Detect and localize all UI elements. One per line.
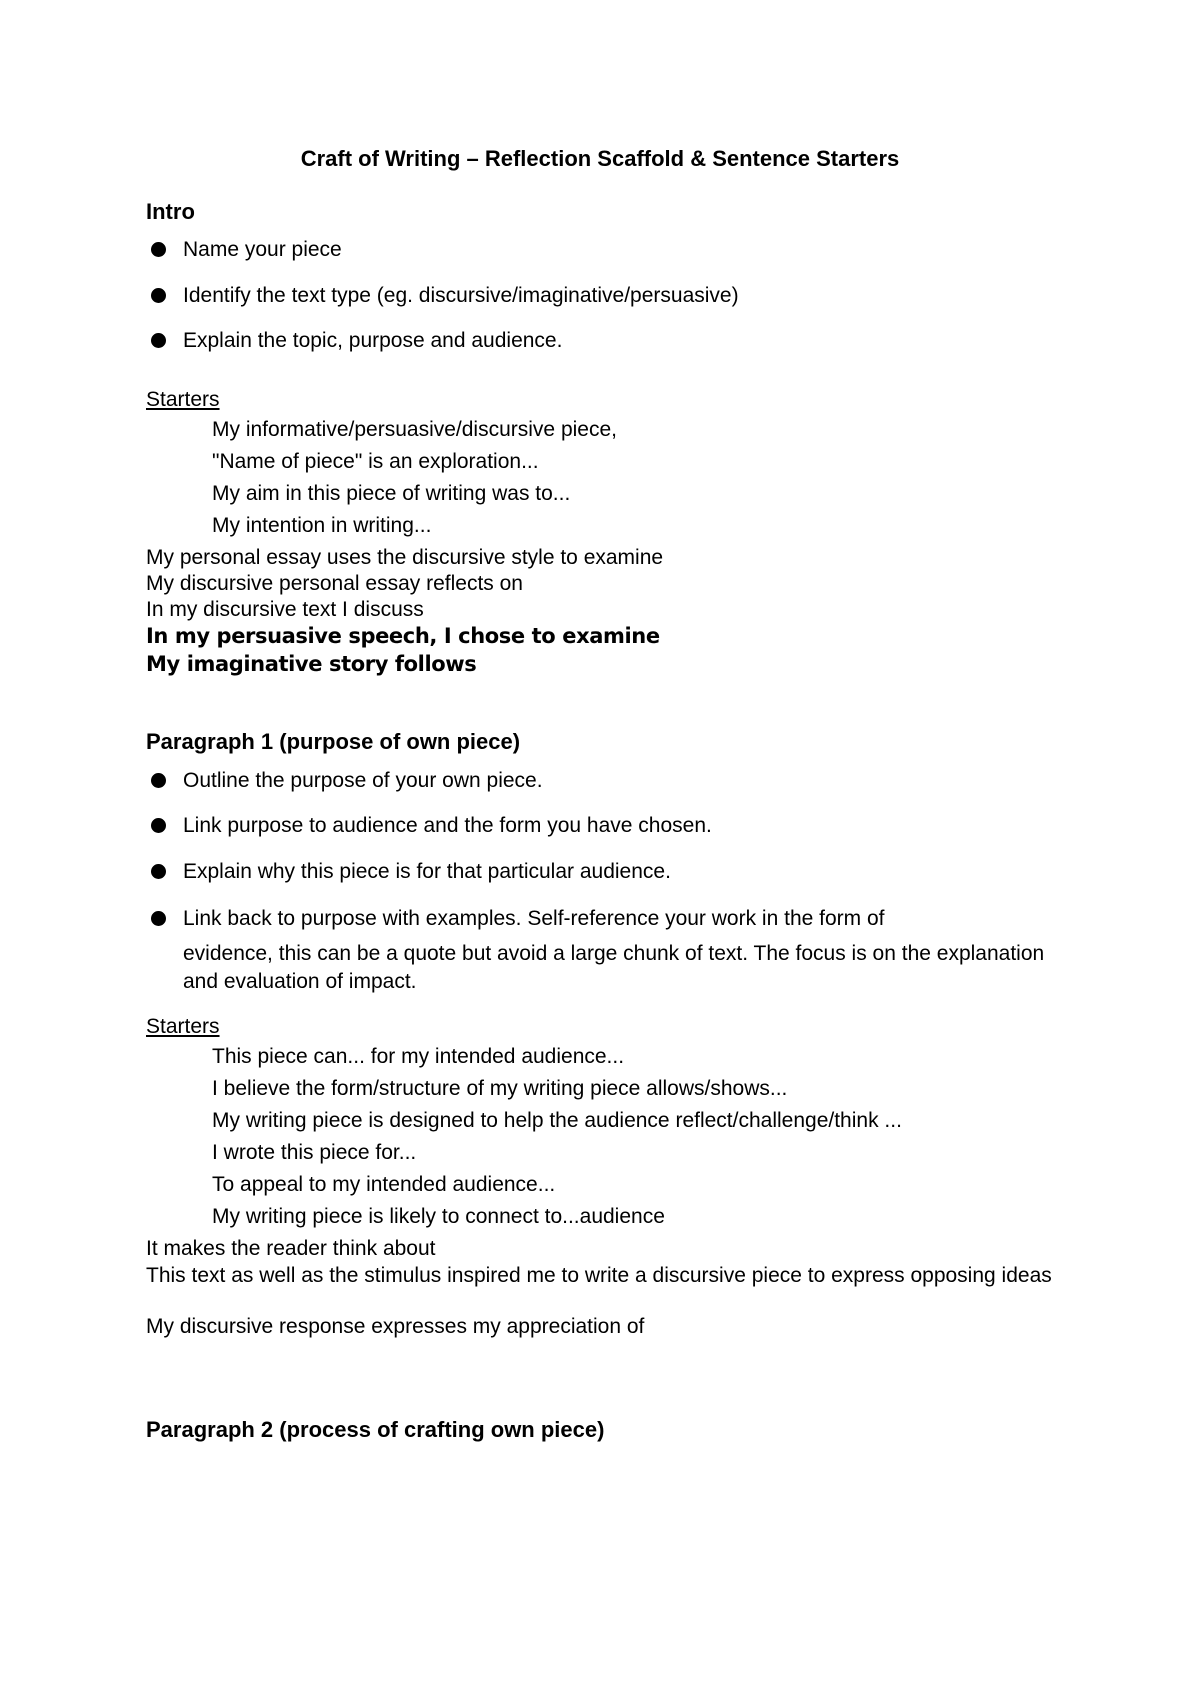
bullet-dot-icon <box>151 818 166 833</box>
bullet-text: Name your piece <box>183 238 342 261</box>
starter-bold-line: My imaginative story follows <box>146 652 477 676</box>
starter-line: My aim in this piece of writing was to... <box>212 482 571 505</box>
bullet-dot-icon <box>151 288 166 303</box>
bullet-text: Link purpose to audience and the form you have chosen. <box>183 814 712 837</box>
starter-line: My intention in writing... <box>212 514 432 537</box>
bullet-text: Identify the text type (eg. discursive/imaginative/persuasive) <box>183 284 739 307</box>
bullet-text: Explain why this piece is for that particular audience. <box>183 860 671 883</box>
intro-bullet <box>146 236 1066 264</box>
starter-extra-line: It makes the reader think about <box>146 1237 436 1260</box>
starter-extra-line: My discursive personal essay reflects on <box>146 572 523 595</box>
page-title: Craft of Writing – Reflection Scaffold & Sentence Starters <box>300 146 900 171</box>
intro-starters-label: Starters <box>146 388 220 411</box>
paragraph1-heading: Paragraph 1 (purpose of own piece) <box>146 729 521 754</box>
starter-line: To appeal to my intended audience... <box>212 1173 556 1196</box>
bullet-text <box>183 905 1066 996</box>
bullet-text: Explain the topic, purpose and audience. <box>183 329 563 352</box>
starter-line: My writing piece is designed to help the audience reflect/challenge/think ... <box>212 1109 902 1132</box>
bullet-text: Outline the purpose of your own piece. <box>183 769 543 792</box>
starter-line: This piece can... for my intended audience... <box>212 1045 625 1068</box>
bullet-dot-icon <box>151 333 166 348</box>
bullet-dot-icon <box>151 864 166 879</box>
bullet-dot-icon <box>151 911 166 926</box>
intro-heading: Intro <box>146 199 195 224</box>
starter-bold-line: In my persuasive speech, I chose to examine <box>146 624 660 648</box>
paragraph1-bullet <box>146 905 1066 996</box>
starter-line: I wrote this piece for... <box>212 1141 417 1164</box>
starter-extra-line: My personal essay uses the discursive style to examine <box>146 546 664 569</box>
starter-line: My writing piece is likely to connect to...audience <box>212 1205 665 1228</box>
starter-line: "Name of piece" is an exploration... <box>212 450 539 473</box>
intro-bullet <box>146 282 1066 310</box>
paragraph2-heading: Paragraph 2 (process of crafting own piece) <box>146 1417 605 1442</box>
bullet-dot-icon <box>151 242 166 257</box>
starter-extra-line: My discursive response expresses my appreciation of <box>146 1315 645 1338</box>
starter-line: I believe the form/structure of my writing piece allows/shows... <box>212 1077 788 1100</box>
bullet-dot-icon <box>151 773 166 788</box>
starter-extra-line: This text as well as the stimulus inspired me to write a discursive piece to express opposing ideas <box>146 1264 1052 1287</box>
bullet-text-line: Link back to purpose with examples. Self-reference your work in the form of <box>183 907 885 930</box>
paragraph1-bullet <box>146 858 1066 886</box>
starter-extra-line: In my discursive text I discuss <box>146 598 424 621</box>
bullet-text-line: evidence, this can be a quote but avoid a large chunk of text. The focus is on the explanation and evaluation of impact. <box>183 942 1045 993</box>
starter-line: My informative/persuasive/discursive piece, <box>212 418 617 441</box>
paragraph1-starters-label: Starters <box>146 1015 220 1038</box>
intro-bullet <box>146 327 1066 355</box>
paragraph1-bullet <box>146 767 1066 795</box>
paragraph1-bullet <box>146 812 1066 840</box>
